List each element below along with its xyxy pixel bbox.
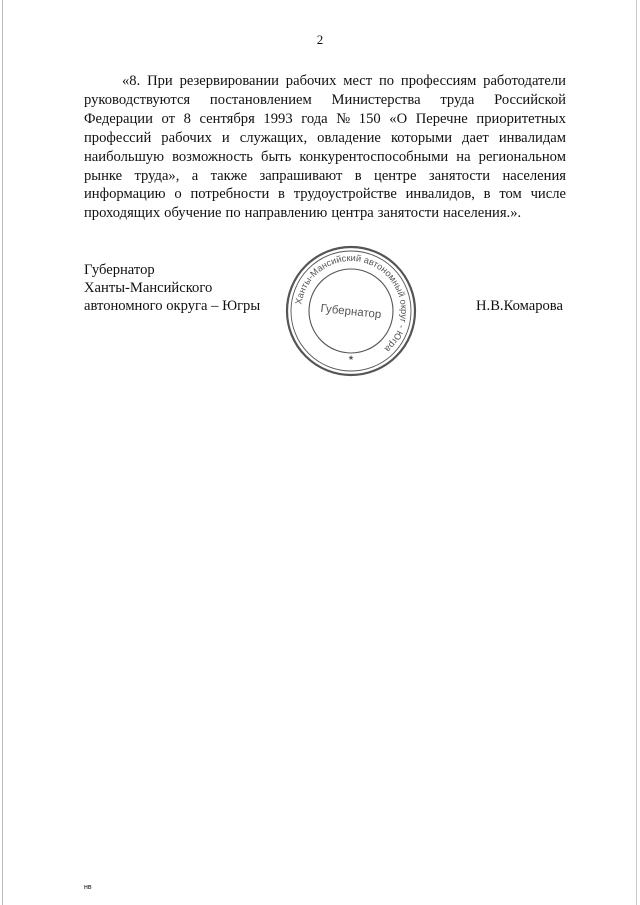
- paragraph-word: труда»,: [134, 167, 180, 184]
- paragraph-word: и: [221, 129, 230, 146]
- paragraph-word: в: [483, 186, 491, 203]
- paragraph-word: возможность: [172, 148, 253, 165]
- paragraph-word: обучение: [164, 205, 222, 222]
- seal-star-icon: ★: [347, 354, 355, 362]
- paragraph-line: [84, 167, 566, 186]
- paragraph-line: [84, 110, 566, 129]
- paragraph-word: года: [301, 110, 328, 127]
- paragraph-line: [84, 72, 566, 91]
- signatory-title-line: Ханты-Мансийского: [84, 280, 213, 296]
- paragraph-word: рынке: [84, 167, 123, 184]
- scan-edge-right: [636, 0, 637, 905]
- paragraph-word: в: [354, 167, 362, 184]
- signatory-title-line: Губернатор: [84, 262, 155, 278]
- paragraph-word: Федерации: [84, 110, 153, 127]
- paragraph-word: трудоустройстве: [293, 186, 397, 203]
- paragraph-word: конкурентоспособными: [299, 148, 449, 165]
- paragraph-word: работодатели: [483, 73, 566, 89]
- paragraph-line: [84, 91, 566, 110]
- paragraph-word: 150: [358, 110, 381, 127]
- paragraph-word: Министерства: [331, 91, 421, 108]
- paragraph-word: профессий: [84, 129, 152, 146]
- paragraph-word: населения: [502, 167, 566, 184]
- paragraph-word: том: [499, 186, 522, 203]
- paragraph-word: служащих,: [239, 129, 308, 146]
- seal-center-text: Губернатор: [319, 302, 382, 322]
- paragraph-word: по: [225, 205, 241, 222]
- paragraph-word: потребности: [190, 186, 270, 203]
- paragraph-word: о: [174, 186, 182, 203]
- amendment-paragraph: [84, 72, 566, 223]
- paragraph-word: по: [378, 73, 395, 89]
- signatory-name: Н.В.Комарова: [476, 298, 563, 314]
- paragraph-word: постановлением: [209, 91, 312, 108]
- paragraph-word: в: [278, 186, 285, 203]
- paragraph-word: центра: [331, 205, 374, 222]
- paragraph-word: которыми: [390, 129, 453, 146]
- paragraph-word: труда: [440, 91, 475, 108]
- paragraph-line: [84, 204, 566, 223]
- paragraph-word: быть: [261, 148, 292, 165]
- paragraph-word: «О: [389, 110, 408, 127]
- paragraph-word: от: [161, 110, 176, 127]
- page-number: 2: [316, 32, 324, 47]
- paragraph-word: центре: [374, 167, 417, 184]
- paragraph-word: направлению: [244, 205, 328, 222]
- paragraph-word: 8: [183, 110, 191, 127]
- paragraph-word: на: [456, 148, 471, 165]
- paragraph-word: овладение: [317, 129, 381, 146]
- paragraph-word: числе: [530, 186, 566, 203]
- paragraph-word: «8.: [122, 73, 141, 89]
- paragraph-word: приоритетных: [476, 110, 566, 127]
- signatory-title-line: автономного округа – Югры: [84, 298, 261, 314]
- paragraph-word: рабочих: [161, 129, 212, 146]
- paragraph-word: мест: [343, 73, 373, 89]
- paragraph-word: сентября: [199, 110, 255, 127]
- paragraph-word: 1993: [263, 110, 293, 127]
- paragraph-word: инвалидам: [498, 129, 566, 146]
- paragraph-word: запрашивают: [259, 167, 343, 184]
- scan-edge-left: [2, 0, 3, 905]
- paragraph-word: занятости: [428, 167, 491, 184]
- paragraph-word: проходящих: [84, 205, 161, 222]
- paragraph-word: инвалидов,: [405, 186, 475, 203]
- paragraph-word: населения.».: [443, 205, 522, 222]
- paragraph-word: наибольшую: [84, 148, 165, 165]
- paragraph-word: Российской: [494, 91, 566, 108]
- paragraph-word: руководствуются: [84, 91, 191, 108]
- paragraph-word: занятости: [377, 205, 440, 222]
- paragraph-word: дает: [462, 129, 489, 146]
- paragraph-word: №: [336, 110, 351, 127]
- signatory-title: [84, 261, 260, 315]
- paragraph-word: также: [210, 167, 248, 184]
- paragraph-line: [84, 129, 566, 148]
- official-seal: [282, 242, 420, 380]
- paragraph-word: региональном: [478, 148, 566, 165]
- paragraph-word: а: [191, 167, 199, 184]
- executor-mark: нв: [84, 884, 92, 891]
- paragraph-word: резервировании: [179, 73, 279, 89]
- paragraph-word: рабочих: [285, 73, 337, 89]
- paragraph-line: [84, 148, 566, 167]
- seal-ring-text: Ханты-Мансийский автономный округ - Югра: [293, 252, 410, 355]
- paragraph-line: [84, 185, 566, 204]
- paragraph-word: Перечне: [415, 110, 468, 127]
- paragraph-word: профессиям: [400, 73, 477, 89]
- paragraph-word: При: [147, 73, 173, 89]
- paragraph-word: информацию: [84, 186, 166, 203]
